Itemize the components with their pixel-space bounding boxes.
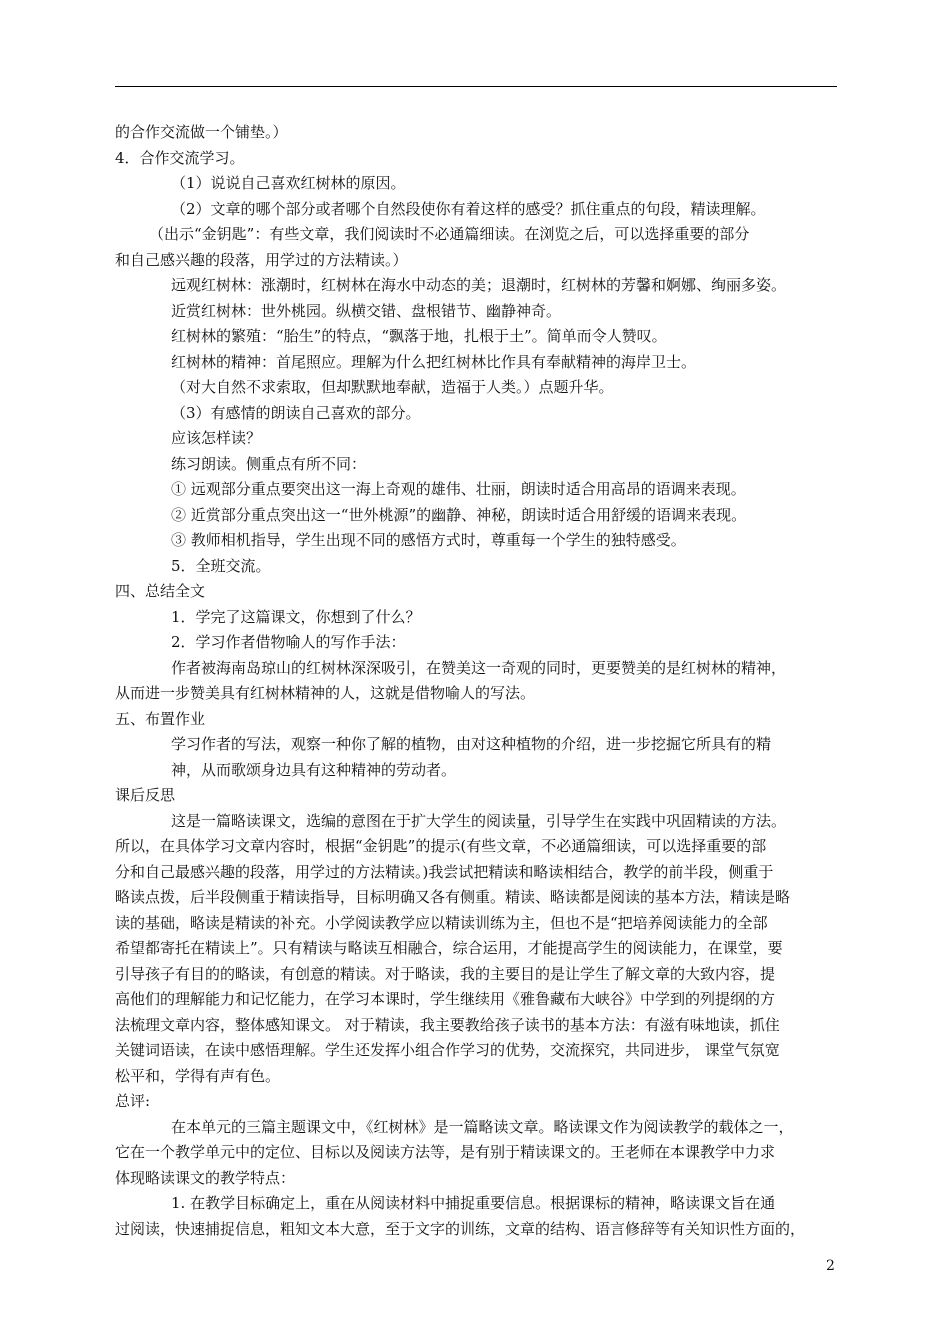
text-line: 法梳理文章内容，整体感知课文。 对于精读，我主要教给孩子读书的基本方法：有滋有味地读，抓住	[115, 1015, 780, 1034]
page-number: 2	[826, 1258, 835, 1274]
text-line: 过阅读，快速捕捉信息，粗知文本大意，至于文字的训练，文章的结构、语言修辞等有关知识性方面的，	[115, 1219, 806, 1238]
text-line: ③ 教师相机指导，学生出现不同的感悟方式时，尊重每一个学生的独特感受。	[171, 531, 686, 549]
text-line: 分和自己最感兴趣的段落，用学过的方法精读。)我尝试把精读和略读相结合，教学的前半段，侧重于	[115, 862, 774, 881]
header-rule	[115, 86, 837, 87]
text-line: 红树林的繁殖：“胎生”的特点，“飘落于地，扎根于土”。简单而令人赞叹。	[171, 327, 667, 345]
text-line: 5．全班交流。	[171, 556, 271, 575]
text-line: 应该怎样读？	[171, 429, 262, 447]
text-line: 关键词语读，在读中感悟理解。学生还发挥小组合作学习的优势，交流探究，共同进步， 课堂气氛宽	[115, 1041, 780, 1059]
text-line: 和自己感兴趣的段落，用学过的方法精读。）	[115, 250, 408, 269]
text-line: 2．学习作者借物喻人的写作手法：	[171, 633, 406, 651]
text-line: ② 近赏部分重点突出这一“世外桃源”的幽静、神秘，朗读时适合用舒缓的语调来表现。	[171, 505, 747, 524]
text-line: 所以，在具体学习文章内容时，根据“金钥匙”的提示(有些文章，不必通篇细读，可以选择重要的部	[115, 837, 767, 855]
text-line: （1）说说自己喜欢红树林的原因。	[171, 174, 406, 192]
text-line: 神，从而歌颂身边具有这种精神的劳动者。	[171, 760, 457, 779]
text-line: 学习作者的写法，观察一种你了解的植物，由对这种植物的介绍，进一步挖掘它所具有的精	[171, 735, 772, 753]
text-line: （3）有感情的朗读自己喜欢的部分。	[171, 403, 421, 422]
text-line: 体现略读课文的教学特点：	[115, 1168, 296, 1187]
text-line: 练习朗读。侧重点有所不同：	[171, 454, 367, 473]
text-line: 近赏红树林：世外桃园。纵横交错、盘根错节、幽静神奇。	[171, 301, 562, 320]
text-line: 五、布置作业	[115, 709, 206, 728]
text-line: 略读点拨，后半段侧重于精读指导，目标明确又各有侧重。精读、略读都是阅读的基本方法，精读是略	[115, 888, 791, 906]
text-line: 引导孩子有目的的略读，有创意的精读。对于略读，我的主要目的是让学生了解文章的大致内容，提	[115, 964, 776, 983]
document-body	[115, 120, 837, 1242]
text-line: 1. 在教学目标确定上，重在从阅读材料中捕捉重要信息。根据课标的精神，略读课文旨在通	[171, 1194, 776, 1212]
text-line: 的合作交流做一个铺垫。）	[115, 123, 288, 141]
text-line: 远观红树林：涨潮时，红树林在海水中动态的美；退潮时，红树林的芳馨和婀娜、绚丽多姿。	[171, 276, 787, 294]
text-line: 四、总结全文	[115, 582, 206, 600]
text-line: 希望都寄托在精读上”。只有精读与略读互相融合，综合运用，才能提高学生的阅读能力，在课堂，要	[115, 939, 783, 957]
text-line: （出示“金钥匙”：有些文章，我们阅读时不必通篇细读。在浏览之后，可以选择重要的部分	[149, 225, 750, 243]
text-line: 读的基础，略读是精读的补充。小学阅读教学应以精读训练为主，但也不是“把培养阅读能力的全部	[115, 913, 768, 932]
text-line: 这是一篇略读课文，选编的意图在于扩大学生的阅读量，引导学生在实践中巩固精读的方法。	[171, 811, 787, 830]
text-line: 1．学完了这篇课文，你想到了什么？	[171, 607, 421, 626]
text-line: （2）文章的哪个部分或者哪个自然段使你有着这样的感受？抓住重点的句段，精读理解。	[171, 199, 766, 218]
text-line: 课后反思	[115, 786, 176, 804]
text-line: ① 远观部分重点要突出这一海上奇观的雄伟、壮丽，朗读时适合用高昂的语调来表现。	[171, 480, 746, 498]
text-line: 高他们的理解能力和记忆能力，在学习本课时，学生继续用《雅鲁藏布大峡谷》中学到的列提纲的方	[115, 990, 776, 1008]
text-line: 松平和，学得有声有色。	[115, 1066, 281, 1085]
text-line: 总评:	[115, 1092, 151, 1110]
text-line: 4．合作交流学习。	[115, 148, 245, 167]
text-line: 它在一个教学单元中的定位、目标以及阅读方法等，是有别于精读课文的。王老师在本课教学中力求	[115, 1143, 776, 1161]
text-line: 从而进一步赞美具有红树林精神的人，这就是借物喻人的写法。	[115, 684, 536, 702]
text-line: （对大自然不求索取，但却默默地奉献，造福于人类。）点题升华。	[171, 378, 614, 396]
text-line: 在本单元的三篇主题课文中，《红树林》是一篇略读文章。略读课文作为阅读教学的载体之一，	[171, 1117, 794, 1136]
text-line: 红树林的精神：首尾照应。理解为什么把红树林比作具有奉献精神的海岸卫士。	[171, 352, 697, 371]
text-line: 作者被海南岛琼山的红树林深深吸引，在赞美这一奇观的同时，更要赞美的是红树林的精神，	[171, 658, 787, 677]
